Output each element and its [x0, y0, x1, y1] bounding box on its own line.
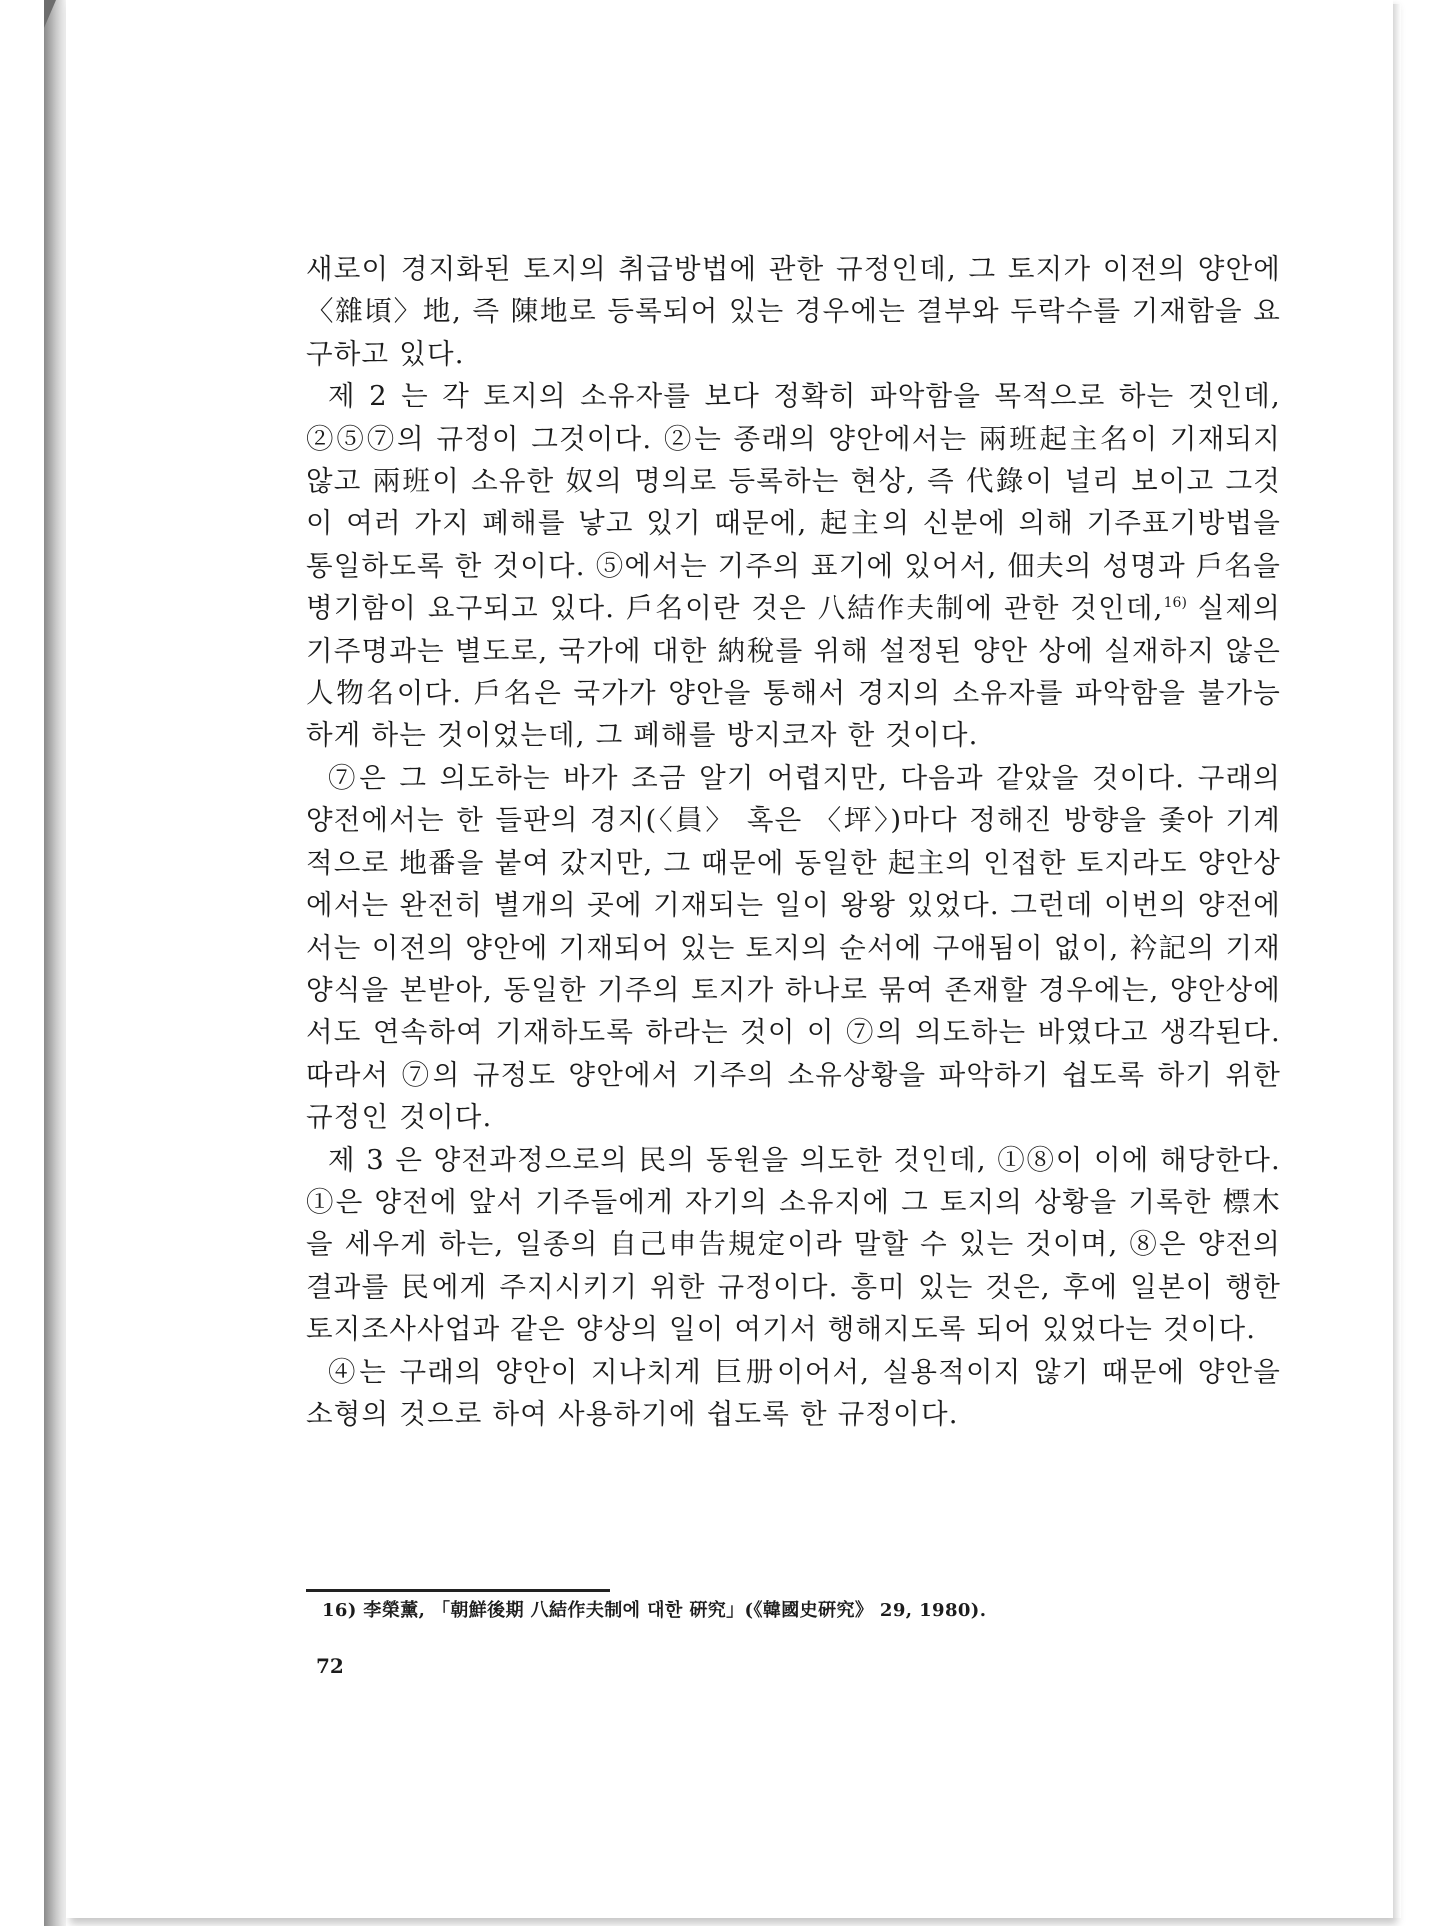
- paragraph-2-text: 제 2 는 각 토지의 소유자를 보다 정확히 파악함을 목적으로 하는 것인데, ②⑤⑦의 규정이 그것이다. ②는 종래의 양안에서는 兩班起主名이 기재되지 않고 兩班이 소유한 奴의 명의로 등록하는 현상, 즉 代錄이 널리 보이고 그것이 여러 가지 폐해를 낳고 있기 때문에, 起主의 신분에 의해 기주표기방법을 통일하도록 한 것이다. ⑤에서는 기주의 표기에 있어서, 佃夫의 성명과 戶名을 병기함이 요구되고 있다. 戶名이란 것은 八結作夫制에 관한 것인데,: [306, 380, 1281, 625]
- body-text: [306, 248, 1281, 1435]
- book-spine-edge: [44, 0, 66, 1926]
- paragraph-4: 제 3 은 양전과정으로의 民의 동원을 의도한 것인데, ①⑧이 이에 해당한다. ①은 양전에 앞서 기주들에게 자기의 소유지에 그 토지의 상황을 기록한 標木을 세우게 하는, 일종의 自己申告規定이라 말할 수 있는 것이며, ⑧은 양전의 결과를 民에게 주지시키기 위한 규정이다. 흥미 있는 것은, 후에 일본이 행한 토지조사사업과 같은 양상의 일이 여기서 행해지도록 되어 있었다는 것이다.: [306, 1143, 1281, 1346]
- paragraph-2: [306, 375, 1281, 757]
- paragraph-5: ④는 구래의 양안이 지나치게 巨册이어서, 실용적이지 않기 때문에 양안을 소형의 것으로 하여 사용하기에 쉽도록 한 규정이다.: [306, 1355, 1281, 1430]
- paragraph-1: 새로이 경지화된 토지의 취급방법에 관한 규정인데, 그 토지가 이전의 양안에 〈雜頃〉地, 즉 陳地로 등록되어 있는 경우에는 결부와 두락수를 기재함을 요구하고 있다.: [306, 253, 1281, 370]
- page-number: 72: [316, 1654, 344, 1678]
- footnote-separator: [306, 1589, 610, 1592]
- footnote-reference: 16): [1163, 595, 1187, 612]
- paragraph-3: ⑦은 그 의도하는 바가 조금 알기 어렵지만, 다음과 같았을 것이다. 구래의 양전에서는 한 들판의 경지(〈員〉 혹은 〈坪〉)마다 정해진 방향을 좇아 기계적으로 地番을 붙여 갔지만, 그 때문에 동일한 起主의 인접한 토지라도 양안상에서는 완전히 별개의 곳에 기재되는 일이 왕왕 있었다. 그런데 이번의 양전에서는 이전의 양안에 기재되어 있는 토지의 순서에 구애됨이 없이, 衿記의 기재양식을 본받아, 동일한 기주의 토지가 하나로 묶여 존재할 경우에는, 양안상에서도 연속하여 기재하도록 하라는 것이 이 ⑦의 의도하는 바였다고 생각된다. 따라서 ⑦의 규정도 양안에서 기주의 소유상황을 파악하기 쉽도록 하기 위한 규정인 것이다.: [306, 761, 1281, 1134]
- page-right-edge: [1393, 4, 1401, 1918]
- paragraph-2-continued: 실제의 기주명과는 별도로, 국가에 대한 納稅를 위해 설정된 양안 상에 실재하지 않은 人物名이다. 戶名은 국가가 양안을 통해서 경지의 소유자를 파악함을 불가능하게 하는 것이었는데, 그 폐해를 방지코자 한 것이다.: [306, 592, 1281, 752]
- footnote: 16) 李榮薰, 「朝鮮後期 八結作夫制에 대한 硏究」(《韓國史硏究》 29, 1980).: [322, 1600, 987, 1621]
